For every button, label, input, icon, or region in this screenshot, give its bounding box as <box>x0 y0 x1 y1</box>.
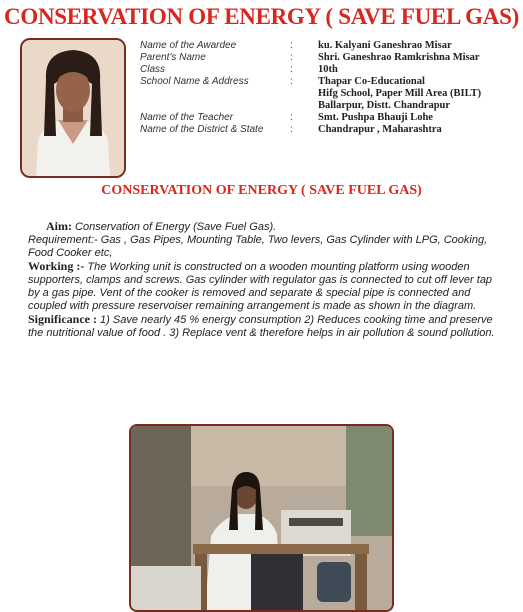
awardee-label: Name of the Awardee <box>140 40 237 51</box>
requirement-label: Requirement:- <box>28 234 98 246</box>
aim-text: Conservation of Energy (Save Fuel Gas). <box>72 221 277 233</box>
aim-label: Aim: <box>46 219 72 233</box>
school-label: School Name & Address <box>140 76 249 87</box>
district-label: Name of the District & State <box>140 124 264 135</box>
parent-label: Parent's Name <box>140 52 206 63</box>
school-line-2: Hifg School, Paper Mill Area (BILT) <box>318 88 482 99</box>
section-title: CONSERVATION OF ENERGY ( SAVE FUEL GAS) <box>101 183 422 198</box>
page-title: CONSERVATION OF ENERGY ( SAVE FUEL GAS) <box>4 4 519 29</box>
colon: : <box>290 64 293 75</box>
parent-value: Shri. Ganeshrao Ramkrishna Misar <box>318 52 480 63</box>
significance-paragraph <box>28 313 498 340</box>
awardee-value: ku. Kalyani Ganeshrao Misar <box>318 40 452 51</box>
teacher-label: Name of the Teacher <box>140 112 234 123</box>
awardee-photo <box>20 38 126 178</box>
project-photo <box>129 424 394 612</box>
colon: : <box>290 112 293 123</box>
aim-paragraph <box>28 220 498 234</box>
colon: : <box>290 40 293 51</box>
class-value: 10th <box>318 64 338 75</box>
colon: : <box>290 76 293 87</box>
class-label: Class <box>140 64 166 75</box>
requirement-paragraph <box>28 234 498 260</box>
project-description <box>28 220 498 340</box>
working-paragraph <box>28 260 498 313</box>
working-label: Working :- <box>28 259 85 273</box>
significance-label: Significance : <box>28 312 97 326</box>
colon: : <box>290 124 293 135</box>
colon: : <box>290 52 293 63</box>
teacher-value: Smt. Pushpa Bhauji Lohe <box>318 112 433 123</box>
significance-text: 1) Save nearly 45 % energy consumption 2) Reduces cooking time and preserve the nutritional value of food . 3) Replace vent & therefore helps in air pollution & sound pollution. <box>28 314 495 339</box>
school-line-1: Thapar Co-Educational <box>318 76 425 87</box>
district-value: Chandrapur , Maharashtra <box>318 124 442 135</box>
working-text: The Working unit is constructed on a wooden mounting platform using wooden supporters, clamps and screws. Gas cylinder with regulator gas is connected to cut off lever tap by a gas pipe. Vent of the cooker is removed and separate & special pipe is connected and coupled with pressure reservoiser remaining arrangement is made as shown in the diagram. <box>28 261 493 312</box>
school-line-3: Ballarpur, Distt. Chandrapur <box>318 100 451 111</box>
requirement-text: Gas , Gas Pipes, Mounting Table, Two levers, Gas Cylinder with LPG, Cooking, Food Cooker etc, <box>28 234 488 259</box>
